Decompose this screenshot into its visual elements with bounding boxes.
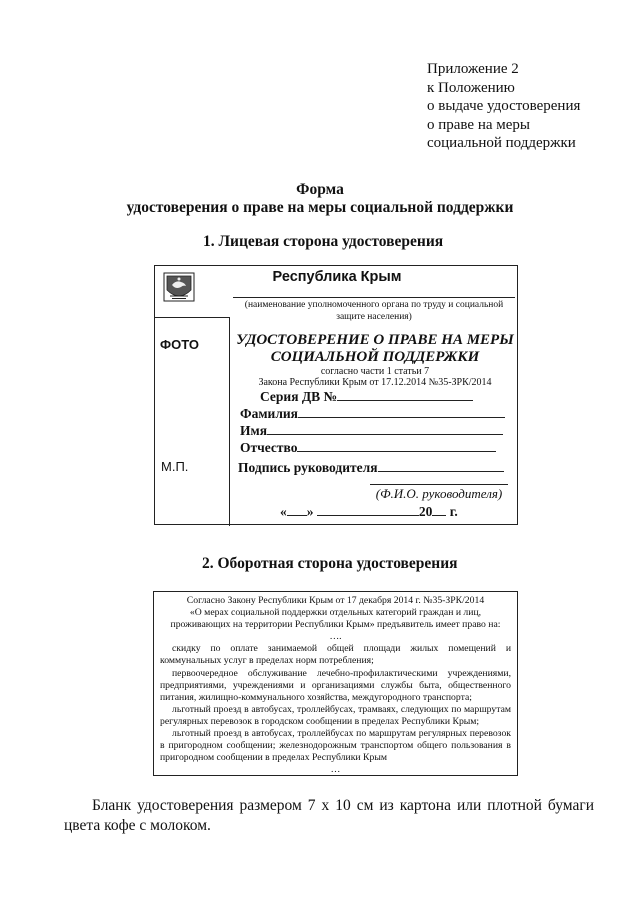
series-field — [260, 388, 473, 405]
signature-field — [238, 459, 504, 476]
certificate-title: УДОСТОВЕРЕНИЕ О ПРАВЕ НА МЕРЫ СОЦИАЛЬНОЙ ПОДДЕРЖКИ — [236, 332, 514, 365]
surname-field — [240, 405, 505, 422]
signature-label: Подпись руководителя — [238, 460, 378, 475]
patronymic-label: Отчество — [240, 440, 298, 455]
back-right-priority-service: первоочередное обслуживание лечебно-профилактическими учреждениями, предприятиями, учреждениями и организациями службы быта, общественного питания, жилищно-коммунального хозяйства, междугородного транспорта; — [160, 667, 511, 703]
section-back-heading: 2. Оборотная сторона удостоверения — [202, 555, 458, 572]
date-year-blank — [432, 503, 446, 516]
form-subtitle: удостоверения о праве на меры социальной поддержки — [126, 199, 514, 216]
name-blank — [267, 422, 503, 435]
date-close-quote: » — [306, 504, 314, 519]
name-field — [240, 422, 503, 439]
back-legal-line3: проживающих на территории Республики Крым» предъявитель имеет право на: — [170, 619, 501, 631]
back-right-suburban-transport: льготный проезд в автобусах, троллейбусах по маршрутам регулярных перевозок в пригородном сообщении; железнодорожным транспортом общего пользования в пригородном сообщении в пределах Республики Крым — [160, 728, 511, 764]
appendix-line: Приложение 2 — [427, 61, 519, 77]
legal-basis-line1: согласно части 1 статьи 7 — [320, 366, 430, 377]
photo-label: ФОТО — [160, 337, 199, 352]
back-legal-line1: Согласно Закону Республики Крым от 17 декабря 2014 г. №35-ЗРК/2014 — [186, 595, 485, 606]
director-fio-caption: (Ф.И.О. руководителя) — [375, 486, 503, 501]
appendix-line: о выдаче удостоверения — [427, 98, 581, 114]
appendix-header — [427, 60, 580, 153]
back-ellipsis: …. — [329, 631, 342, 643]
back-right-city-transport: льготный проезд в автобусах, троллейбусах, трамваях, следующих по маршрутам регулярных перевозок в городском сообщении в пределах Республики Крым; — [160, 703, 511, 727]
form-title: Форма — [296, 181, 344, 198]
appendix-line: о праве на меры — [427, 116, 531, 133]
date-year-suffix: г. — [449, 504, 458, 519]
name-label: Имя — [240, 423, 267, 438]
back-right-housing: скидку по оплате занимаемой общей площади жилых помещений и коммунальных услуг в пределах норм потребления; — [160, 643, 511, 667]
date-day-blank — [287, 503, 307, 516]
back-ellipsis-end: … — [330, 764, 341, 776]
appendix-line: к Положению — [427, 79, 515, 96]
patronymic-field — [240, 439, 496, 456]
back-legal-line2: «О мерах социальной поддержки отдельных категорий граждан и лиц, — [189, 607, 482, 619]
legal-basis-line2: Закона Республики Крым от 17.12.2014 №35-ЗРК/2014 — [258, 377, 492, 388]
blank-spec-line1: Бланк удостоверения размером 7 х 10 см из картона или плотной бумаги — [92, 797, 594, 814]
date-year-prefix: 20 — [418, 504, 433, 519]
signature-blank — [378, 459, 504, 472]
fio-line — [370, 484, 508, 485]
section-front-heading: 1. Лицевая сторона удостоверения — [203, 233, 444, 250]
organ-caption: (наименование уполномоченного органа по труду и социальной защите населения) — [244, 300, 504, 322]
issue-date-field — [280, 503, 458, 520]
date-open-quote: « — [280, 504, 287, 519]
republic-name: Республика Крым — [272, 269, 402, 285]
organ-name-line — [233, 297, 515, 298]
patronymic-blank — [297, 439, 496, 452]
appendix-line: социальной поддержки — [427, 135, 576, 151]
series-blank — [337, 388, 473, 401]
date-month-blank — [317, 503, 419, 516]
certificate-back — [153, 591, 518, 776]
surname-blank — [298, 405, 505, 418]
series-label: Серия ДВ № — [260, 389, 338, 404]
stamp-place-label: М.П. — [161, 459, 189, 474]
surname-label: Фамилия — [240, 406, 298, 421]
certificate-front — [154, 265, 518, 525]
blank-spec-line2: цвета кофе с молоком. — [64, 817, 211, 834]
